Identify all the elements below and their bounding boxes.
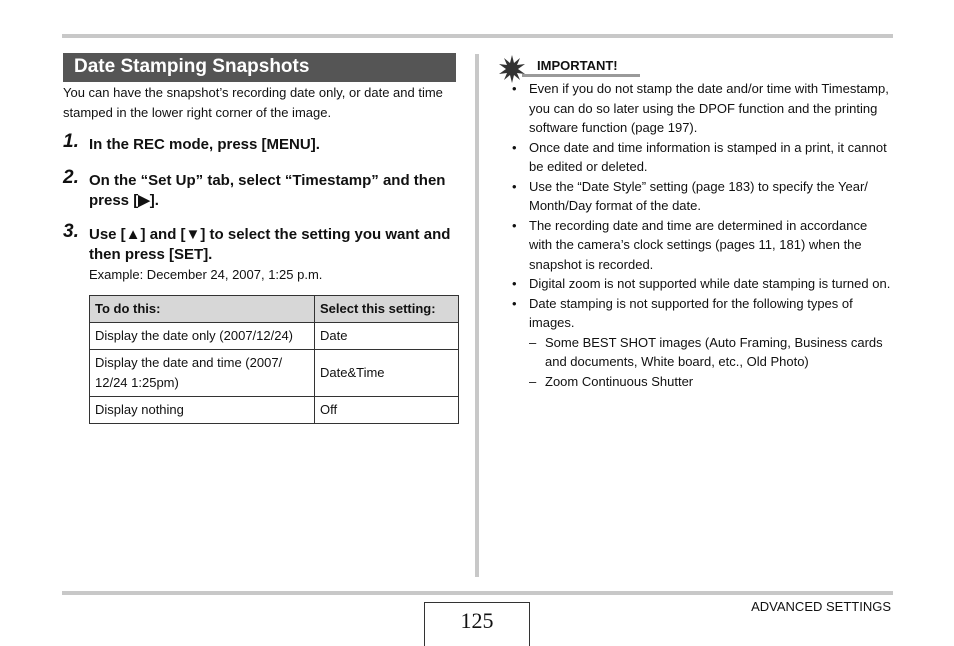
list-item-text: Date stamping is not supported for the following types of images. (529, 295, 853, 330)
step-number: 2. (63, 167, 79, 188)
table-cell: Off (315, 397, 459, 424)
list-item (512, 294, 892, 392)
step-2 (63, 167, 458, 211)
important-notes-list (512, 79, 892, 391)
table-header-cell: Select this setting: (315, 296, 459, 323)
intro-paragraph: You can have the snapshot’s recording date only, or date and time stamped in the lower right corner of the image. (63, 85, 443, 120)
step-1 (63, 131, 458, 155)
sub-notes-list (529, 333, 892, 392)
table-cell: Display the date only (2007/12/24) (90, 323, 315, 350)
sub-list-item: – Zoom Continuous Shutter (529, 372, 892, 392)
bottom-rule (62, 591, 893, 595)
timestamp-settings-table (89, 295, 459, 424)
page-number-box (424, 602, 530, 646)
sub-list-item: – Some BEST SHOT images (Auto Framing, Business cards and documents, White board, etc., Old Photo) (529, 333, 892, 372)
step-text: On the “Set Up” tab, select “Timestamp” and then press [▶]. (89, 172, 446, 209)
table-header-cell: To do this: (90, 296, 315, 323)
section-heading-text: Date Stamping Snapshots (74, 56, 310, 77)
table-row (90, 323, 459, 350)
section-footer-label: ADVANCED SETTINGS (751, 599, 891, 614)
step-number: 3. (63, 221, 79, 242)
list-item: • Once date and time information is stamped in a print, it cannot be edited or deleted. (512, 138, 892, 177)
table-cell: Display nothing (90, 397, 315, 424)
important-label: IMPORTANT! (537, 58, 618, 73)
step-3 (63, 221, 458, 265)
example-text: Example: December 24, 2007, 1:25 p.m. (89, 267, 323, 282)
list-item: • Use the “Date Style” setting (page 183) to specify the Year/ Month/Day format of the date. (512, 177, 892, 216)
step-number: 1. (63, 131, 79, 152)
important-underline (522, 74, 640, 77)
section-heading (63, 53, 456, 82)
list-item: • The recording date and time are determined in accordance with the camera’s clock settings (pages 11, 181) when the snapshot is recorded. (512, 216, 892, 275)
step-text: Use [▲] and [▼] to select the setting you want and then press [SET]. (89, 226, 451, 263)
table-header-row (90, 296, 459, 323)
table-cell: Date (315, 323, 459, 350)
column-divider (475, 54, 479, 577)
list-item: • Even if you do not stamp the date and/or time with Timestamp, you can do so later using the DPOF function and the printing software function (page 197). (512, 79, 892, 138)
top-rule (62, 34, 893, 38)
step-text: In the REC mode, press [MENU]. (89, 136, 320, 153)
table-cell: Date&Time (315, 350, 459, 397)
list-item: • Digital zoom is not supported while date stamping is turned on. (512, 274, 892, 294)
table-row (90, 350, 459, 397)
table-cell: Display the date and time (2007/ 12/24 1:25pm) (90, 350, 315, 397)
table-row (90, 397, 459, 424)
page-number: 125 (460, 608, 494, 633)
